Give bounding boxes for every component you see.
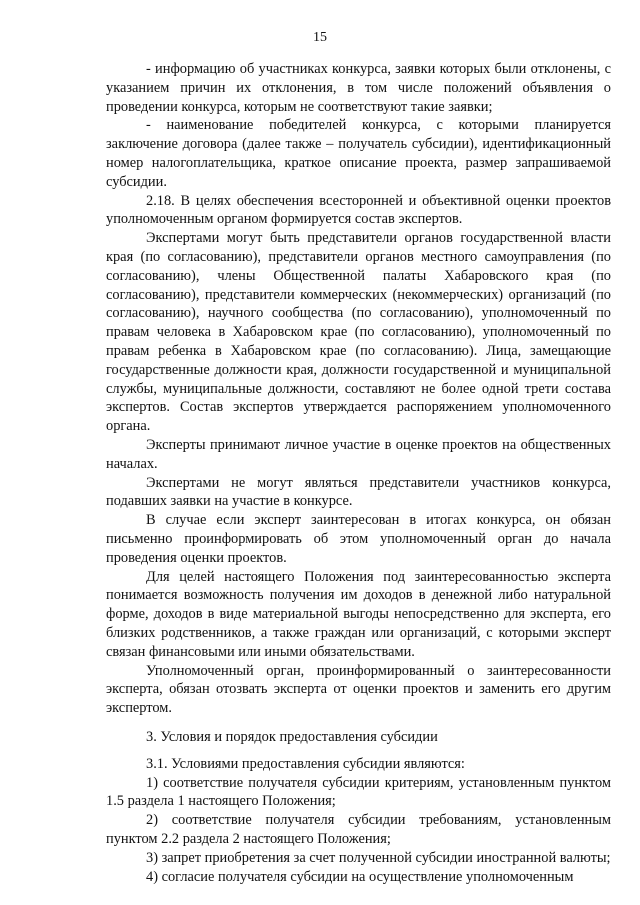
list-item: 3) запрет приобретения за счет полученной субсидии иностранной валюты; [146, 849, 611, 866]
paragraph: 3.1. Условиями предоставления субсидии являются: [146, 755, 465, 772]
page-number: 15 [313, 30, 327, 45]
section-heading: 3. Условия и порядок предоставления субсидии [146, 728, 438, 745]
paragraph: - информацию об участниках конкурса, заявки которых были отклонены, с указанием причин их отклонения, в том числе положений объявления о проведении конкурса, которым не соответствуют такие заявки; [106, 61, 611, 115]
paragraph: В случае если эксперт заинтересован в итогах конкурса, он обязан письменно проинформировать об этом уполномоченный орган до начала проведения оценки проектов. [106, 512, 611, 566]
paragraph: Экспертами могут быть представители органов государственной власти края (по согласованию), представители органов местного самоуправления (по согласованию), члены Общественной палаты Хабаровского края (по согласованию), представители коммерческих (некоммерческих) организаций (по согласованию), научного сообщества (по согласованию), уполномоченный по правам человека в Хабаровском крае (по согласованию), уполномоченный по правам ребенка в Хабаровском крае (по согласованию). Лица, замещающие государственные должности края, должности государственной и муниципальной службы, муниципальные должности, составляют не более одной трети состава экспертов. Состав экспертов утверждается распоряжением уполномоченного органа. [106, 230, 611, 435]
list-item: 2) соответствие получателя субсидии требованиям, установленным пунктом 2.2 раздела 2 настоящего Положения; [106, 812, 611, 848]
paragraph: Для целей настоящего Положения под заинтересованностью эксперта понимается возможность получения им доходов в денежной либо натуральной форме, доходов в виде материальной выгоды непосредственно для эксперта, его близких родственников, а также граждан или организаций, с которыми эксперт связан финансовыми или иными обязательствами. [106, 568, 611, 660]
paragraph: Эксперты принимают личное участие в оценке проектов на общественных началах. [106, 436, 611, 472]
list-item: 4) согласие получателя субсидии на осуществление уполномоченным [146, 868, 574, 885]
paragraph: Уполномоченный орган, проинформированный о заинтересованности эксперта, обязан отозвать эксперта от оценки проектов и заменить его другим экспертом. [106, 662, 611, 717]
list-item: 1) соответствие получателя субсидии критериям, установленным пунктом 1.5 раздела 1 настоящего Положения; [106, 774, 611, 810]
paragraph: Экспертами не могут являться представители участников конкурса, подавших заявки на участие в конкурсе. [106, 474, 611, 510]
document-body [106, 60, 611, 886]
paragraph: 2.18. В целях обеспечения всесторонней и объективной оценки проектов уполномоченным органом формируется состав экспертов. [106, 192, 611, 228]
paragraph: - наименование победителей конкурса, с которыми планируется заключение договора (далее также – получатель субсидии), идентификационный номер налогоплательщика, краткое описание проекта, размер запрашиваемой субсидии. [106, 117, 611, 190]
